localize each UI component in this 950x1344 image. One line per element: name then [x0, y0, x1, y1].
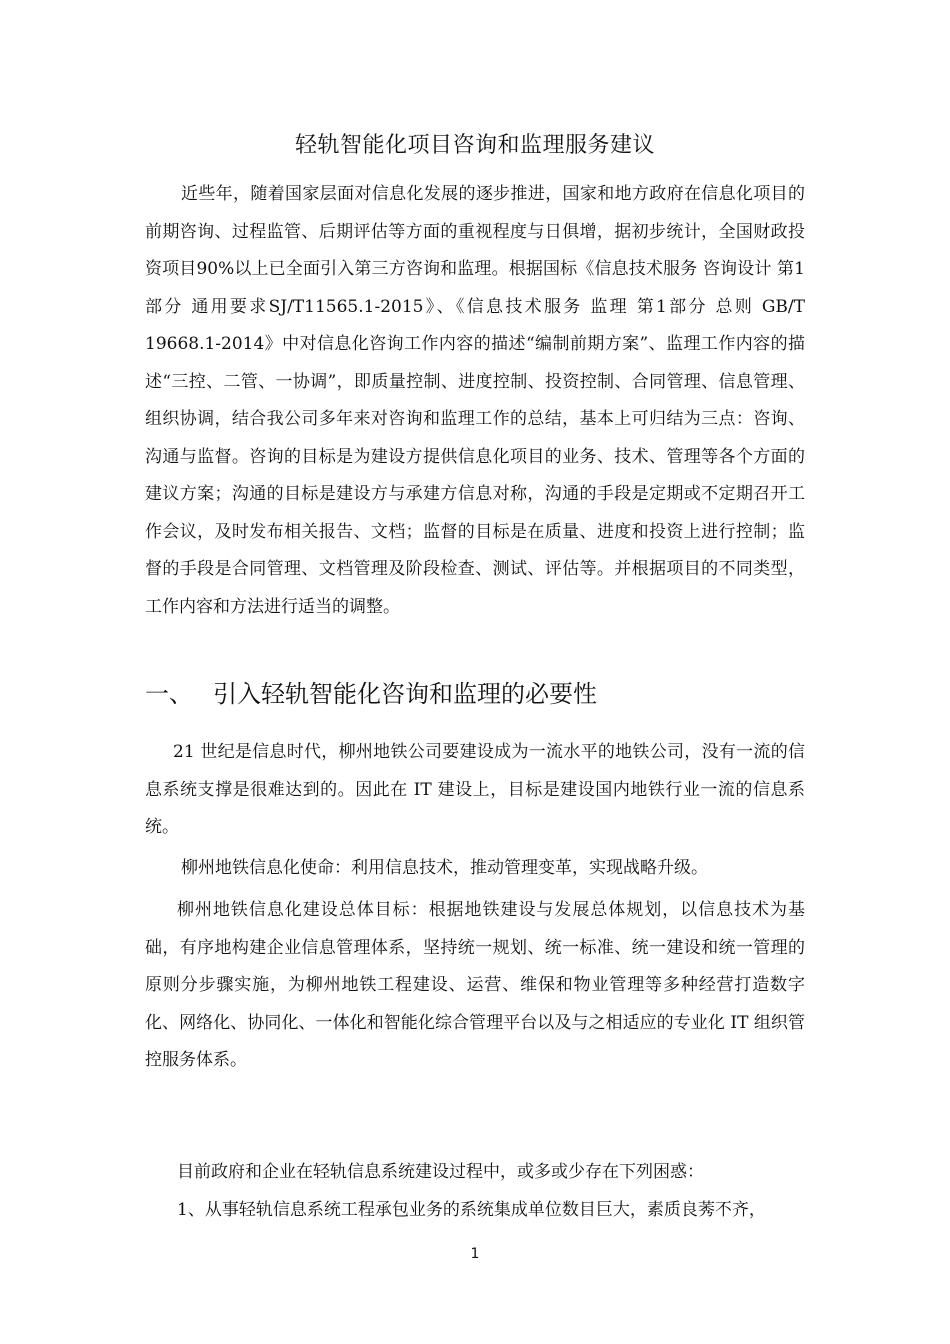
section-paragraph-confusion: 目前政府和企业在轻轨信息系统建设过程中，或多或少存在下列困惑：: [177, 1162, 704, 1182]
section-paragraph-goal: 柳州地铁信息化建设总体目标：根据地铁建设与发展总体规划，以信息技术为基础，有序地构建企业信息管理体系，坚持统一规划、统一标准、统一建设和统一管理的原则分步骤实施，为柳州地铁工程建设、运营、维保和物业管理等多种经营打造数字化、网络化、协同化、一体化和智能化综合管理平台以及与之相适应的专业化 IT 组织管控服务体系。: [145, 900, 805, 1070]
intro-paragraph: 近些年，随着国家层面对信息化发展的逐步推进，国家和地方政府在信息化项目的前期咨询、过程监管、后期评估等方面的重视程度与日俱增，据初步统计，全国财政投资项目90%以上已全面引入第三方咨询和监理。根据国标《信息技术服务 咨询设计 第1部分 通用要求SJ/T11565.1-2015》、《信息技术服务 监理 第1部分 总则 GB/T 19668.1-2014》中对信息化咨询工作内容的描述“编制前期方案”、监理工作内容的描述“三控、二管、一协调”，即质量控制、进度控制、投资控制、合同管理、信息管理、组织协调，结合我公司多年来对咨询和监理工作的总结，基本上可归结为三点：咨询、沟通与监督。咨询的目标是为建设方提供信息化项目的业务、技术、管理等各个方面的建议方案；沟通的目标是建设方与承建方信息对称，沟通的手段是定期或不定期召开工作会议，及时发布相关报告、文档；监督的目标是在质量、进度和投资上进行控制；监督的手段是合同管理、文档管理及阶段检查、测试、评估等。并根据项目的不同类型，工作内容和方法进行适当的调整。: [145, 184, 805, 617]
section-paragraph-info-age: 21 世纪是信息时代，柳州地铁公司要建设成为一流水平的地铁公司，没有一流的信息系统支撑是很难达到的。因此在 IT 建设上，目标是建设国内地铁行业一流的信息系统。: [145, 742, 805, 837]
document-title: 轻轨智能化项目咨询和监理服务建议: [294, 133, 655, 158]
section-heading: [145, 674, 805, 714]
section-number: 一、: [145, 680, 193, 708]
page-number: 1: [470, 1246, 480, 1262]
section-list-item-1: 1、从事轻轨信息系统工程承包业务的系统集成单位数目巨大，素质良莠不齐，: [177, 1200, 766, 1220]
section-paragraph-mission: 柳州地铁信息化使命：利用信息技术，推动管理变革，实现战略升级。: [181, 858, 708, 878]
section-title: 引入轻轨智能化咨询和监理的必要性: [213, 680, 597, 708]
